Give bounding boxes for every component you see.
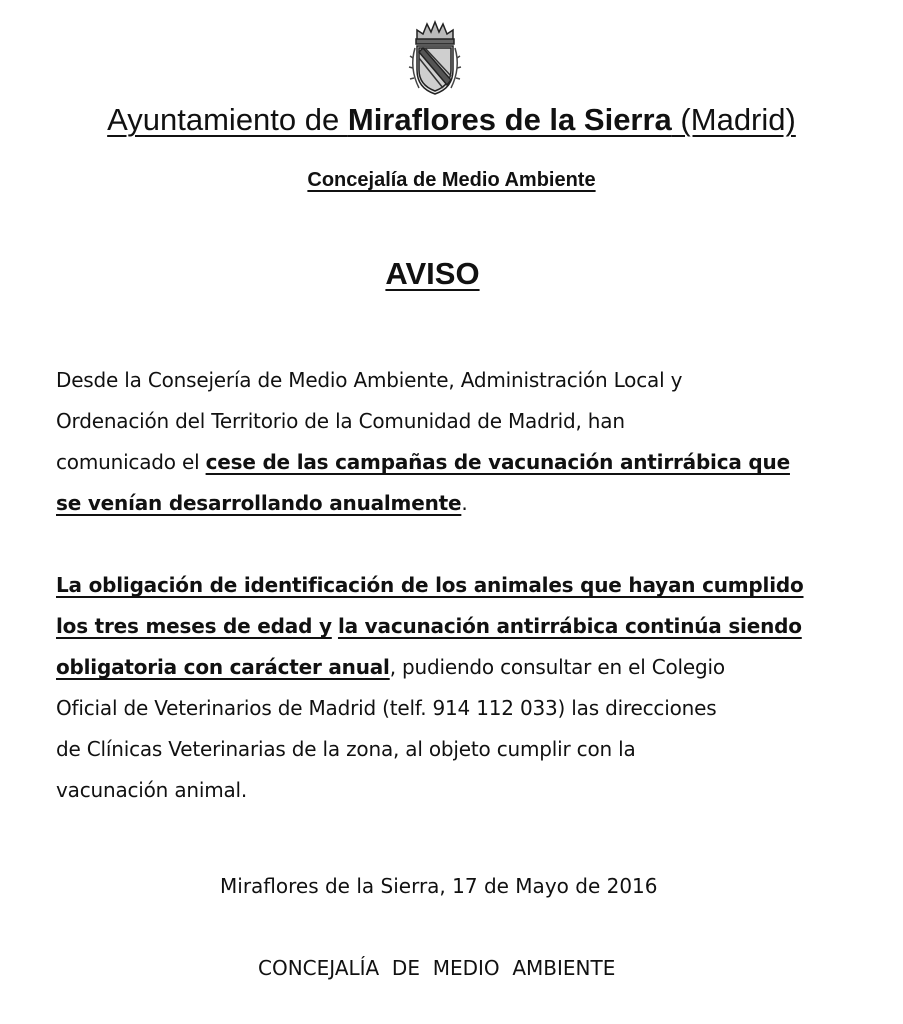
paragraph-2-line-4: Oficial de Veterinarios de Madrid (telf. 914 112 033) las direcciones [56, 696, 717, 720]
municipality-title [0, 100, 903, 140]
paragraph-2-line-6: vacunación animal. [56, 778, 248, 802]
text-emphasis: la vacunación antirrábica continúa siendo [337, 614, 802, 638]
paragraph-1 [56, 360, 876, 524]
text-plain: comunicado el [56, 450, 206, 474]
text-plain: , pudiendo consultar en el Colegio [389, 655, 725, 679]
text-emphasis: los tres meses de edad y [56, 614, 332, 638]
paragraph-2-line-5: de Clínicas Veterinarias de la zona, al objeto cumplir con la [56, 737, 636, 761]
title-prefix: Ayuntamiento de [107, 102, 348, 137]
paragraph-2 [56, 565, 876, 811]
text-emphasis: La obligación de identificación de los animales que hayan cumplido [56, 573, 804, 597]
coat-of-arms-icon [407, 18, 463, 98]
title-municipality-name: Miraflores de la Sierra [347, 102, 672, 137]
text-emphasis: cese de las campañas de vacunación antirrábica que [205, 450, 790, 474]
paragraph-2-line-1 [56, 565, 876, 606]
paragraph-1-line-1: Desde la Consejería de Medio Ambiente, Administración Local y [56, 368, 683, 392]
paragraph-1-line-3 [56, 442, 876, 483]
paragraph-2-line-3 [56, 647, 876, 688]
place-and-date: Miraflores de la Sierra, 17 de Mayo de 2016 [220, 874, 658, 898]
paragraph-1-line-2: Ordenación del Territorio de la Comunidad de Madrid, han [56, 409, 625, 433]
signature: CONCEJALÍA DE MEDIO AMBIENTE [258, 956, 616, 980]
text-emphasis: se venían desarrollando anualmente [56, 491, 462, 515]
paragraph-2-line-2 [56, 606, 876, 647]
text-emphasis: obligatoria con carácter anual [56, 655, 390, 679]
paragraph-1-line-4 [56, 483, 876, 524]
notice-heading: AVISO [385, 256, 480, 291]
text-plain: . [461, 491, 468, 515]
title-suffix: (Madrid) [671, 102, 796, 137]
department-name: Concejalía de Medio Ambiente [307, 169, 596, 191]
